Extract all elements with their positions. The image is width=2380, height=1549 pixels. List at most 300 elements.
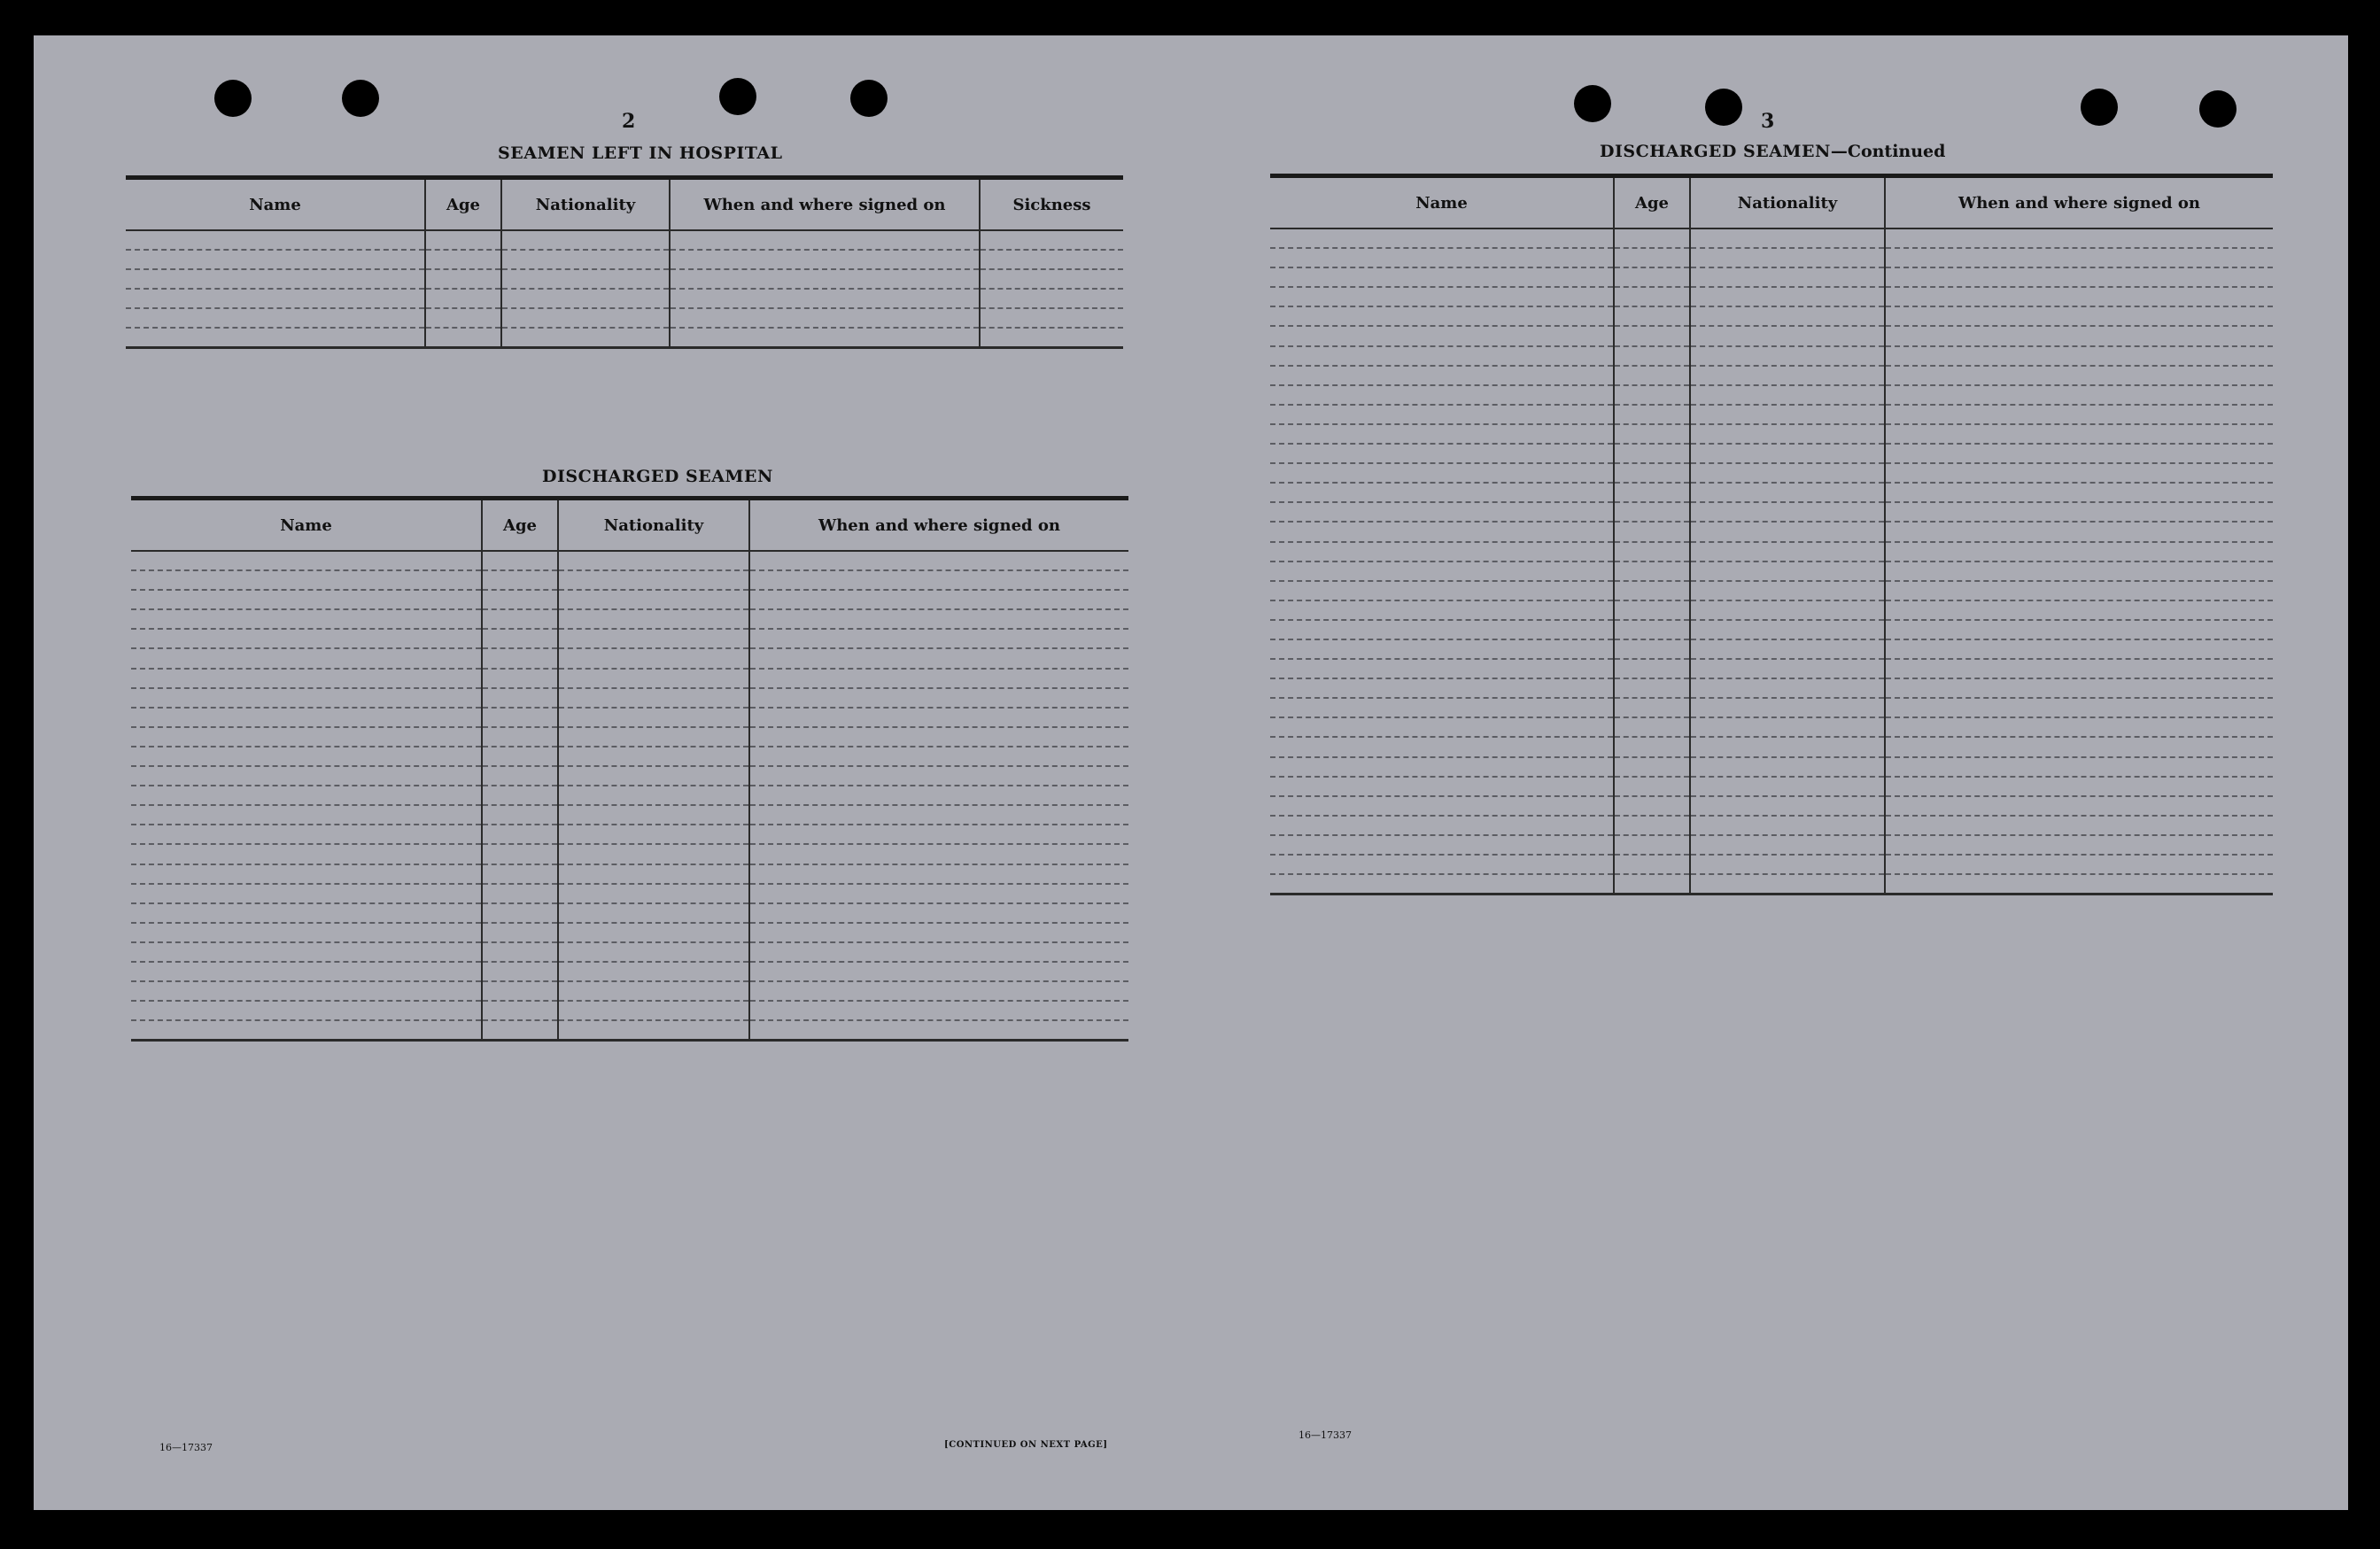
table-cell — [1614, 581, 1690, 600]
table-cell — [131, 570, 482, 590]
table-cell — [1614, 737, 1690, 756]
table-cell — [1690, 581, 1885, 600]
table-cell — [749, 551, 1128, 570]
table-row — [126, 308, 1123, 328]
table-cell — [1690, 463, 1885, 483]
table-cell — [980, 250, 1123, 269]
table-cell — [558, 766, 749, 786]
table-cell — [1690, 678, 1885, 698]
column-header-sickness: Sickness — [980, 178, 1123, 231]
table-cell — [131, 923, 482, 942]
form-code-right: 16—17337 — [1299, 1429, 1352, 1441]
table-cell — [558, 981, 749, 1001]
table-row — [131, 805, 1128, 825]
table-cell — [558, 805, 749, 825]
table-cell — [126, 269, 425, 289]
form-sheet — [34, 35, 2348, 1510]
table-cell — [1690, 717, 1885, 737]
table-cell — [749, 766, 1128, 786]
page-number-right: 3 — [1761, 110, 1775, 133]
table-cell — [1690, 483, 1885, 502]
table-cell — [482, 648, 558, 668]
table-row — [131, 570, 1128, 590]
table-cell — [558, 962, 749, 981]
table-cell — [558, 884, 749, 903]
table-cell — [1885, 600, 2273, 620]
table-row — [1270, 855, 2273, 874]
column-header-signed-on: When and where signed on — [1885, 176, 2273, 229]
table-cell — [1690, 346, 1885, 366]
table-cell — [1614, 698, 1690, 717]
table-cell — [131, 805, 482, 825]
table-cell — [1270, 835, 1614, 855]
table-cell — [482, 884, 558, 903]
table-cell — [1270, 717, 1614, 737]
table-cell — [1885, 463, 2273, 483]
table-cell — [1270, 816, 1614, 835]
table-cell — [1885, 366, 2273, 385]
table-cell — [1885, 502, 2273, 522]
table-cell — [131, 786, 482, 805]
table-cell — [1614, 855, 1690, 874]
table-row — [1270, 581, 2273, 600]
continued-note: [CONTINUED ON NEXT PAGE] — [944, 1440, 1108, 1450]
table-row — [1270, 444, 2273, 463]
table-cell — [1885, 620, 2273, 639]
table-cell — [1690, 287, 1885, 306]
table-cell — [1614, 717, 1690, 737]
table-cell — [558, 903, 749, 923]
table-cell — [749, 648, 1128, 668]
table-cell — [482, 1001, 558, 1020]
table-row — [1270, 639, 2273, 659]
table-row — [1270, 600, 2273, 620]
table-cell — [558, 688, 749, 708]
table-cell — [1270, 522, 1614, 541]
table-row — [131, 708, 1128, 727]
table-cell — [501, 250, 670, 269]
table-row — [1270, 522, 2273, 541]
discharged-section-title: DISCHARGED SEAMEN — [542, 467, 773, 486]
table-row — [1270, 698, 2273, 717]
table-cell — [1270, 639, 1614, 659]
table-cell — [749, 884, 1128, 903]
table-cell — [558, 942, 749, 962]
table-row — [131, 609, 1128, 629]
table-cell — [425, 230, 501, 250]
table-cell — [482, 766, 558, 786]
table-row — [131, 766, 1128, 786]
table-cell — [1270, 267, 1614, 287]
table-cell — [1690, 816, 1885, 835]
table-row — [1270, 483, 2273, 502]
table-cell — [1614, 248, 1690, 267]
table-cell — [425, 308, 501, 328]
table-cell — [1270, 620, 1614, 639]
table-cell — [1270, 581, 1614, 600]
table-row — [131, 1001, 1128, 1020]
punch-hole — [2199, 90, 2237, 128]
column-header-nationality: Nationality — [558, 499, 749, 552]
table-cell — [425, 328, 501, 347]
table-cell — [1614, 816, 1690, 835]
table-row — [131, 590, 1128, 609]
column-header-nationality: Nationality — [501, 178, 670, 231]
table-row — [1270, 424, 2273, 444]
table-cell — [1270, 326, 1614, 345]
table-cell — [749, 1020, 1128, 1040]
table-cell — [1614, 306, 1690, 326]
table-cell — [1885, 267, 2273, 287]
table-cell — [1885, 424, 2273, 444]
table-cell — [980, 308, 1123, 328]
table-cell — [131, 903, 482, 923]
table-cell — [1690, 424, 1885, 444]
hospital-table — [126, 175, 1123, 349]
table-cell — [558, 648, 749, 668]
table-cell — [980, 289, 1123, 308]
table-cell — [1270, 483, 1614, 502]
table-cell — [131, 864, 482, 884]
table-cell — [425, 269, 501, 289]
table-cell — [670, 289, 980, 308]
table-row — [131, 981, 1128, 1001]
discharged-continued-table — [1270, 174, 2273, 895]
table-row — [1270, 385, 2273, 405]
table-cell — [1270, 600, 1614, 620]
table-cell — [501, 308, 670, 328]
table-cell — [1690, 600, 1885, 620]
table-cell — [1614, 639, 1690, 659]
table-cell — [1614, 502, 1690, 522]
table-cell — [501, 230, 670, 250]
table-cell — [749, 864, 1128, 884]
table-cell — [558, 1020, 749, 1040]
table-cell — [749, 727, 1128, 747]
table-cell — [1690, 835, 1885, 855]
table-cell — [1270, 874, 1614, 894]
table-cell — [1690, 737, 1885, 756]
hospital-section-title: SEAMEN LEFT IN HOSPITAL — [498, 143, 783, 163]
table-cell — [1614, 600, 1690, 620]
table-cell — [1885, 855, 2273, 874]
table-row — [1270, 287, 2273, 306]
table-cell — [1270, 463, 1614, 483]
table-row — [126, 328, 1123, 347]
table-cell — [670, 269, 980, 289]
page-number-left: 2 — [622, 110, 636, 133]
table-cell — [1885, 698, 2273, 717]
table-row — [1270, 562, 2273, 581]
discharged-continued-section-title — [1600, 142, 1945, 161]
table-cell — [1885, 248, 2273, 267]
table-cell — [670, 230, 980, 250]
table-cell — [1270, 855, 1614, 874]
table-cell — [1614, 228, 1690, 248]
table-cell — [1690, 248, 1885, 267]
table-cell — [558, 747, 749, 766]
table-cell — [1885, 777, 2273, 796]
table-cell — [126, 328, 425, 347]
table-cell — [1690, 267, 1885, 287]
table-cell — [131, 1001, 482, 1020]
table-row — [131, 942, 1128, 962]
table-cell — [1270, 542, 1614, 562]
table-cell — [1614, 835, 1690, 855]
table-row — [131, 844, 1128, 864]
table-cell — [1885, 228, 2273, 248]
table-cell — [558, 864, 749, 884]
table-row — [131, 648, 1128, 668]
table-cell — [1270, 678, 1614, 698]
table-cell — [1270, 405, 1614, 424]
table-cell — [558, 609, 749, 629]
column-header-age: Age — [482, 499, 558, 552]
table-cell — [558, 570, 749, 590]
table-row — [131, 786, 1128, 805]
table-cell — [1690, 620, 1885, 639]
table-row — [1270, 816, 2273, 835]
table-cell — [558, 825, 749, 844]
table-cell — [1885, 796, 2273, 816]
table-cell — [1690, 698, 1885, 717]
table-cell — [980, 230, 1123, 250]
table-cell — [1690, 405, 1885, 424]
table-cell — [1690, 444, 1885, 463]
table-cell — [749, 942, 1128, 962]
table-cell — [1614, 463, 1690, 483]
table-cell — [1885, 757, 2273, 777]
punch-hole — [850, 80, 888, 117]
table-cell — [131, 551, 482, 570]
table-row — [1270, 326, 2273, 345]
table-row — [131, 825, 1128, 844]
table-cell — [1885, 562, 2273, 581]
column-header-nationality: Nationality — [1690, 176, 1885, 229]
table-cell — [1885, 874, 2273, 894]
table-row — [131, 747, 1128, 766]
table-cell — [131, 981, 482, 1001]
table-cell — [1270, 366, 1614, 385]
column-header-name: Name — [1270, 176, 1614, 229]
table-cell — [1885, 522, 2273, 541]
table-row — [131, 923, 1128, 942]
table-cell — [126, 308, 425, 328]
table-row — [131, 551, 1128, 570]
table-cell — [670, 328, 980, 347]
table-cell — [126, 230, 425, 250]
table-cell — [1690, 562, 1885, 581]
table-cell — [749, 688, 1128, 708]
table-cell — [749, 570, 1128, 590]
table-row — [131, 1020, 1128, 1040]
table-cell — [749, 708, 1128, 727]
table-cell — [126, 289, 425, 308]
table-cell — [1885, 659, 2273, 678]
table-cell — [1690, 639, 1885, 659]
table-row — [1270, 267, 2273, 287]
table-cell — [1614, 522, 1690, 541]
table-cell — [482, 844, 558, 864]
column-header-name: Name — [131, 499, 482, 552]
table-cell — [1614, 405, 1690, 424]
table-cell — [1614, 326, 1690, 345]
table-cell — [501, 328, 670, 347]
table-row — [126, 289, 1123, 308]
table-cell — [1270, 248, 1614, 267]
table-cell — [1270, 346, 1614, 366]
table-cell — [425, 250, 501, 269]
table-cell — [131, 1020, 482, 1040]
table-cell — [749, 629, 1128, 648]
column-header-signed-on: When and where signed on — [670, 178, 980, 231]
table-row — [1270, 502, 2273, 522]
table-cell — [482, 551, 558, 570]
table-row — [1270, 463, 2273, 483]
table-cell — [1270, 659, 1614, 678]
table-row — [1270, 737, 2273, 756]
table-cell — [670, 308, 980, 328]
table-cell — [1690, 855, 1885, 874]
column-header-age: Age — [425, 178, 501, 231]
column-header-age: Age — [1614, 176, 1690, 229]
table-cell — [1885, 678, 2273, 698]
table-cell — [558, 786, 749, 805]
table-cell — [482, 903, 558, 923]
table-cell — [1885, 542, 2273, 562]
table-cell — [1270, 777, 1614, 796]
table-cell — [126, 250, 425, 269]
table-row — [131, 884, 1128, 903]
table-row — [126, 269, 1123, 289]
table-cell — [1614, 287, 1690, 306]
table-cell — [1614, 659, 1690, 678]
table-cell — [749, 1001, 1128, 1020]
table-cell — [131, 727, 482, 747]
column-header-signed-on: When and where signed on — [749, 499, 1128, 552]
punch-hole — [2081, 89, 2118, 126]
table-cell — [558, 629, 749, 648]
table-row — [131, 669, 1128, 688]
table-cell — [1690, 796, 1885, 816]
table-cell — [482, 609, 558, 629]
table-row — [131, 903, 1128, 923]
table-cell — [131, 708, 482, 727]
table-cell — [1885, 835, 2273, 855]
table-cell — [558, 844, 749, 864]
table-cell — [1690, 522, 1885, 541]
table-cell — [1885, 385, 2273, 405]
table-cell — [482, 923, 558, 942]
table-cell — [482, 629, 558, 648]
table-cell — [1690, 306, 1885, 326]
table-cell — [1690, 757, 1885, 777]
table-cell — [482, 1020, 558, 1040]
table-cell — [749, 903, 1128, 923]
table-cell — [1614, 678, 1690, 698]
table-cell — [131, 825, 482, 844]
table-cell — [131, 766, 482, 786]
table-cell — [482, 669, 558, 688]
table-cell — [131, 648, 482, 668]
table-cell — [1690, 777, 1885, 796]
table-cell — [1270, 424, 1614, 444]
continued-suffix: —Continued — [1830, 142, 1946, 161]
table-cell — [558, 1001, 749, 1020]
table-cell — [1270, 698, 1614, 717]
table-row — [1270, 874, 2273, 894]
table-cell — [1885, 326, 2273, 345]
table-cell — [1690, 326, 1885, 345]
table-row — [131, 688, 1128, 708]
table-cell — [1885, 483, 2273, 502]
table-cell — [482, 786, 558, 805]
table-cell — [1614, 874, 1690, 894]
table-cell — [1885, 737, 2273, 756]
table-cell — [1885, 816, 2273, 835]
table-cell — [749, 747, 1128, 766]
table-cell — [482, 747, 558, 766]
table-row — [131, 962, 1128, 981]
table-cell — [131, 884, 482, 903]
table-cell — [558, 590, 749, 609]
table-cell — [980, 269, 1123, 289]
table-cell — [131, 669, 482, 688]
table-row — [131, 864, 1128, 884]
table-cell — [1614, 346, 1690, 366]
table-row — [1270, 228, 2273, 248]
table-cell — [1614, 777, 1690, 796]
table-cell — [1614, 796, 1690, 816]
table-cell — [1885, 306, 2273, 326]
table-cell — [131, 590, 482, 609]
table-row — [1270, 366, 2273, 385]
table-row — [131, 629, 1128, 648]
table-cell — [1614, 267, 1690, 287]
table-cell — [1270, 737, 1614, 756]
table-cell — [131, 844, 482, 864]
table-cell — [1270, 287, 1614, 306]
table-row — [1270, 346, 2273, 366]
table-cell — [558, 923, 749, 942]
discharged-continued-title: DISCHARGED SEAMEN — [1600, 142, 1831, 161]
table-cell — [1614, 424, 1690, 444]
table-cell — [749, 609, 1128, 629]
table-cell — [1270, 757, 1614, 777]
table-cell — [1885, 639, 2273, 659]
table-cell — [482, 688, 558, 708]
column-header-name: Name — [126, 178, 425, 231]
table-row — [1270, 757, 2273, 777]
punch-hole — [214, 80, 252, 117]
table-cell — [1690, 366, 1885, 385]
table-cell — [1690, 502, 1885, 522]
table-cell — [1614, 542, 1690, 562]
table-cell — [131, 747, 482, 766]
table-cell — [1690, 874, 1885, 894]
table-cell — [558, 551, 749, 570]
table-row — [126, 250, 1123, 269]
table-cell — [749, 923, 1128, 942]
table-cell — [749, 805, 1128, 825]
table-cell — [482, 981, 558, 1001]
table-cell — [749, 844, 1128, 864]
table-cell — [501, 269, 670, 289]
table-row — [1270, 835, 2273, 855]
table-cell — [1885, 405, 2273, 424]
table-cell — [1614, 385, 1690, 405]
table-cell — [1270, 444, 1614, 463]
